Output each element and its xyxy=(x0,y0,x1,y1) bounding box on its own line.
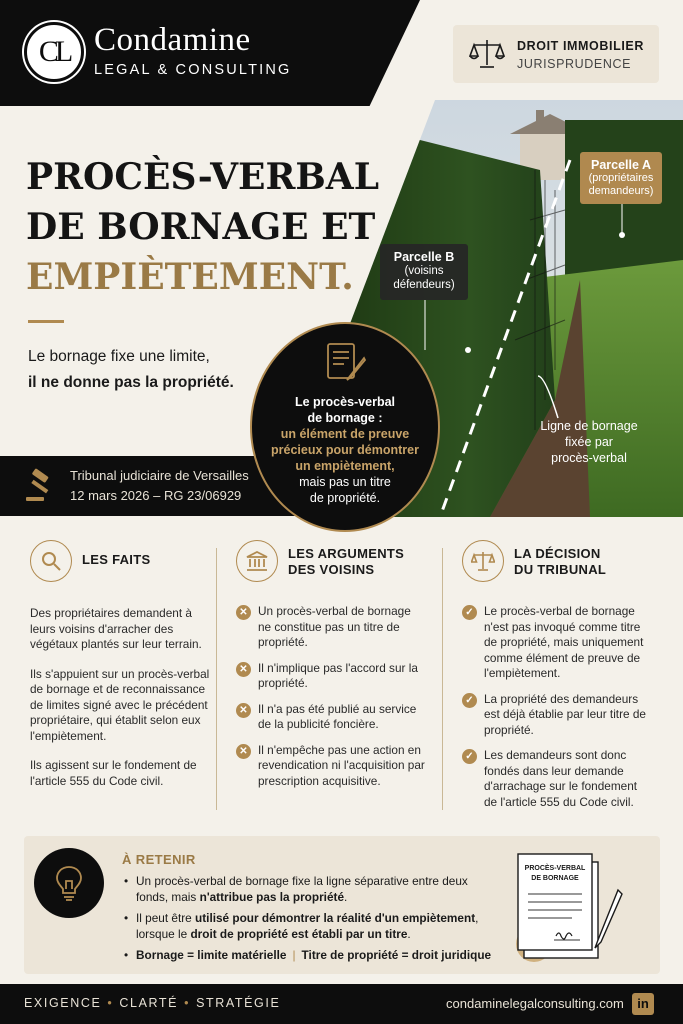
oval-line-1: Le procès-verbal xyxy=(294,395,396,409)
retenir-item-2: • Il peut être utilisé pour démontrer la réalité d'un empiètement, lorsque le droit de propriété est établi par un titre. xyxy=(122,911,502,942)
key-message-oval xyxy=(250,322,440,532)
category-tag xyxy=(453,25,659,83)
argument-item xyxy=(236,604,426,651)
oval-gold-1: un élément de preuve xyxy=(280,427,410,441)
logo-letters: CL xyxy=(38,35,70,68)
arguments-title-2: DES VOISINS xyxy=(288,562,375,577)
decision-item xyxy=(462,604,652,682)
logo-mark xyxy=(24,22,84,82)
decision-title xyxy=(514,546,606,578)
lightbulb-icon xyxy=(34,848,104,918)
faits-para-1: Des propriétaires demandent à leurs voisins d'arracher des végétaux plantés sur leur terrain. xyxy=(30,606,202,651)
decision-text: La propriété des demandeurs est déjà établie par leur titre de propriété. xyxy=(484,691,646,737)
title-line-1: PROCÈS-VERBAL xyxy=(26,156,380,198)
callout-b-sub2: défendeurs) xyxy=(393,279,455,291)
oval-line-2: de bornage : xyxy=(307,411,383,425)
tag-subtitle: JURISPRUDENCE xyxy=(517,57,632,71)
courthouse-icon xyxy=(236,540,278,582)
title-line-2: DE BORNAGE ET xyxy=(26,206,376,248)
linkedin-icon[interactable]: in xyxy=(632,993,654,1015)
callout-a-title: Parcelle A xyxy=(591,158,651,172)
callout-a-sub1: (propriétaires xyxy=(588,172,654,184)
website-link[interactable]: condaminelegalconsulting.com xyxy=(446,996,624,1011)
line-label-3: procès-verbal xyxy=(551,451,627,465)
footer-word-2: CLARTÉ xyxy=(119,996,179,1010)
boundary-line-label xyxy=(524,418,654,466)
title-line-3: EMPIÈTEMENT. xyxy=(26,256,354,298)
x-mark-icon: ✕ xyxy=(236,703,251,718)
doc-label-2: DE BORNAGE xyxy=(531,875,579,882)
title-rule xyxy=(28,320,64,323)
brand-name: Condamine xyxy=(94,22,251,58)
doc-label-1: PROCÈS-VERBAL xyxy=(524,865,586,872)
line-label-2: fixée par xyxy=(565,435,613,449)
retenir-item-3: • Bornage = limite matérielle | Titre de propriété = droit juridique xyxy=(122,948,502,964)
page-title xyxy=(26,152,379,302)
scales-icon xyxy=(469,37,505,71)
decision-item xyxy=(462,748,652,810)
document-pen-icon xyxy=(322,340,368,386)
decision-title-2: DU TRIBUNAL xyxy=(514,562,607,577)
column-divider xyxy=(442,548,443,810)
callout-parcelle-a xyxy=(580,152,662,204)
x-mark-icon: ✕ xyxy=(236,605,251,620)
retenir-list xyxy=(122,874,502,970)
faits-para-2: Ils s'appuient sur un procès-verbal de bornage et de reconnaissance de limites signé avec le précédent propriétaire, qui établit selon eux l'empiètement. xyxy=(30,666,210,743)
gavel-icon xyxy=(22,466,60,504)
magnifier-icon xyxy=(30,540,72,582)
argument-item xyxy=(236,702,426,733)
oval-line-3: mais pas un titre xyxy=(299,475,391,489)
x-mark-icon: ✕ xyxy=(236,744,251,759)
key-message-text xyxy=(264,394,426,506)
arguments-column xyxy=(236,540,426,799)
check-icon: ✓ xyxy=(462,605,477,620)
lead-line-2: il ne donne pas la propriété. xyxy=(28,374,234,391)
x-mark-icon: ✕ xyxy=(236,662,251,677)
decision-title-1: LA DÉCISION xyxy=(514,546,601,561)
retenir-box xyxy=(24,836,660,974)
argument-text: Il n'empêche pas une action en revendication ni l'acquisition par prescription acquisitive. xyxy=(258,742,425,788)
arguments-title xyxy=(288,546,404,578)
decision-item xyxy=(462,692,652,739)
argument-item xyxy=(236,743,426,790)
court-date-ref: 12 mars 2026 – RG 23/06929 xyxy=(70,488,242,503)
check-icon: ✓ xyxy=(462,749,477,764)
line-label-1: Ligne de bornage xyxy=(540,419,638,433)
argument-text: Il n'implique pas l'accord sur la propriété. xyxy=(258,660,418,690)
callout-parcelle-b xyxy=(380,244,468,300)
oval-gold-3: un empiètement, xyxy=(295,459,395,473)
scales-icon xyxy=(462,540,504,582)
decision-text: Les demandeurs sont donc fondés dans leur demande d'arrachage sur le fondement de l'article 555 du Code civil. xyxy=(484,748,638,809)
footer xyxy=(0,984,683,1024)
footer-word-3: STRATÉGIE xyxy=(196,996,281,1010)
proces-verbal-document-icon xyxy=(514,848,624,964)
check-icon: ✓ xyxy=(462,693,477,708)
column-divider xyxy=(216,548,217,810)
argument-text: Il n'a pas été publié au service de la publicité foncière. xyxy=(258,701,417,731)
arguments-title-1: LES ARGUMENTS xyxy=(288,546,405,561)
footer-values: EXIGENCE • CLARTÉ • STRATÉGIE xyxy=(24,996,281,1010)
court-name: Tribunal judiciaire de Versailles xyxy=(70,468,249,483)
oval-line-4: de propriété. xyxy=(309,491,381,505)
argument-item xyxy=(236,661,426,692)
oval-gold-2: précieux pour démontrer xyxy=(271,443,419,457)
decision-text: Le procès-verbal de bornage n'est pas invoqué comme titre de propriété, mais uniquement comme élément de preuve de l'empiètement. xyxy=(484,604,644,680)
brand-subtitle: LEGAL & CONSULTING xyxy=(94,62,292,78)
callout-a-sub2: demandeurs) xyxy=(588,185,654,197)
faits-para-3: Ils agissent sur le fondement de l'article 555 du Code civil. xyxy=(30,758,197,788)
footer-word-1: EXIGENCE xyxy=(24,996,102,1010)
callout-b-sub1: (voisins xyxy=(404,265,444,277)
decision-column xyxy=(462,540,652,820)
retenir-item-1: • Un procès-verbal de bornage fixe la ligne séparative entre deux fonds, mais n'attribue pas la propriété. xyxy=(122,874,502,905)
retenir-title: À RETENIR xyxy=(122,852,196,867)
faits-column xyxy=(30,540,210,803)
faits-title: LES FAITS xyxy=(82,552,151,567)
lead-line-1: Le bornage fixe une limite, xyxy=(28,348,210,365)
argument-text: Un procès-verbal de bornage ne constitue pas un titre de propriété. xyxy=(258,604,411,649)
callout-b-title: Parcelle B xyxy=(393,250,455,264)
tag-title: DROIT IMMOBILIER xyxy=(517,39,644,53)
